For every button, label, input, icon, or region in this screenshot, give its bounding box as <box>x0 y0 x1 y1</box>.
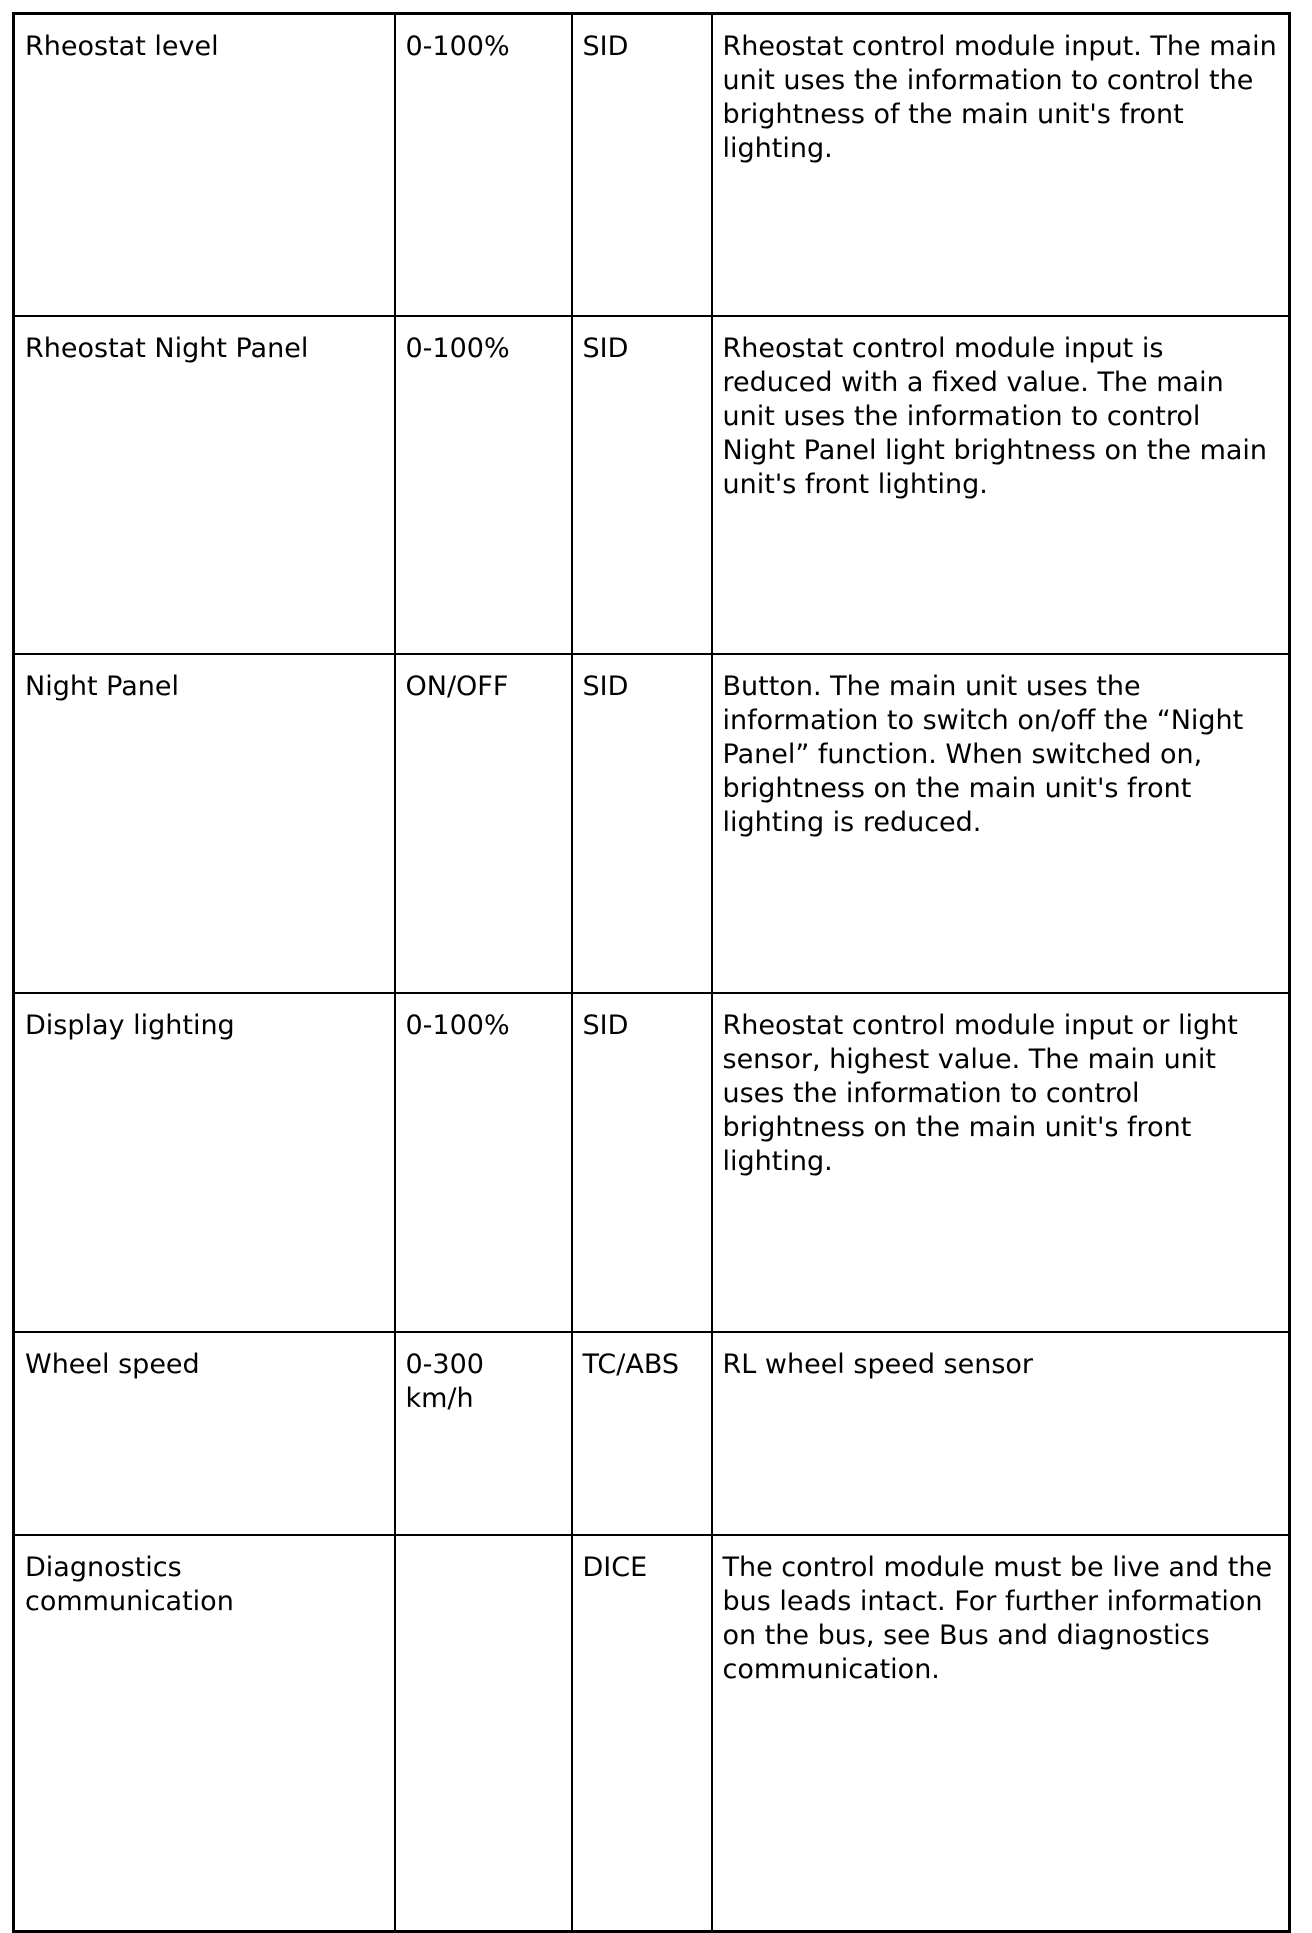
signal-source-cell: TC/ABS <box>572 1332 712 1535</box>
signal-source-cell: DICE <box>572 1535 712 1932</box>
signal-description-cell: RL wheel speed sensor <box>712 1332 1290 1535</box>
signal-description-cell: Rheostat control module input is reduced with a fixed value. The main unit uses the information to control Night Panel light brightness on the main unit's front lighting. <box>712 316 1290 654</box>
signal-source-cell: SID <box>572 14 712 316</box>
signal-table <box>12 12 1291 1933</box>
signal-name-cell: Rheostat level <box>14 14 395 316</box>
signal-range-cell: ON/OFF <box>395 654 572 993</box>
signal-name-cell: Rheostat Night Panel <box>14 316 395 654</box>
table-row <box>14 654 1290 993</box>
signal-range-cell <box>395 1535 572 1932</box>
table-row <box>14 316 1290 654</box>
signal-name-cell: Display lighting <box>14 993 395 1332</box>
signal-name-cell: Wheel speed <box>14 1332 395 1535</box>
signal-source-cell: SID <box>572 654 712 993</box>
signal-range-cell: 0-100% <box>395 993 572 1332</box>
signal-description-cell: Rheostat control module input. The main unit uses the information to control the brightness of the main unit's front lighting. <box>712 14 1290 316</box>
signal-range-cell: 0-100% <box>395 14 572 316</box>
signal-name-cell: Diagnostics communication <box>14 1535 395 1932</box>
table-row <box>14 993 1290 1332</box>
signal-source-cell: SID <box>572 993 712 1332</box>
signal-description-cell: The control module must be live and the bus leads intact. For further information on the bus, see Bus and diagnostics communication. <box>712 1535 1290 1932</box>
signal-range-cell: 0-100% <box>395 316 572 654</box>
signal-description-cell: Button. The main unit uses the information to switch on/off the “Night Panel” function. When switched on, brightness on the main unit's front lighting is reduced. <box>712 654 1290 993</box>
signal-source-cell: SID <box>572 316 712 654</box>
signal-description-cell: Rheostat control module input or light sensor, highest value. The main unit uses the information to control brightness on the main unit's front lighting. <box>712 993 1290 1332</box>
signal-range-cell: 0-300 km/h <box>395 1332 572 1535</box>
table-row <box>14 14 1290 316</box>
table-row <box>14 1332 1290 1535</box>
table-row <box>14 1535 1290 1932</box>
signal-name-cell: Night Panel <box>14 654 395 993</box>
